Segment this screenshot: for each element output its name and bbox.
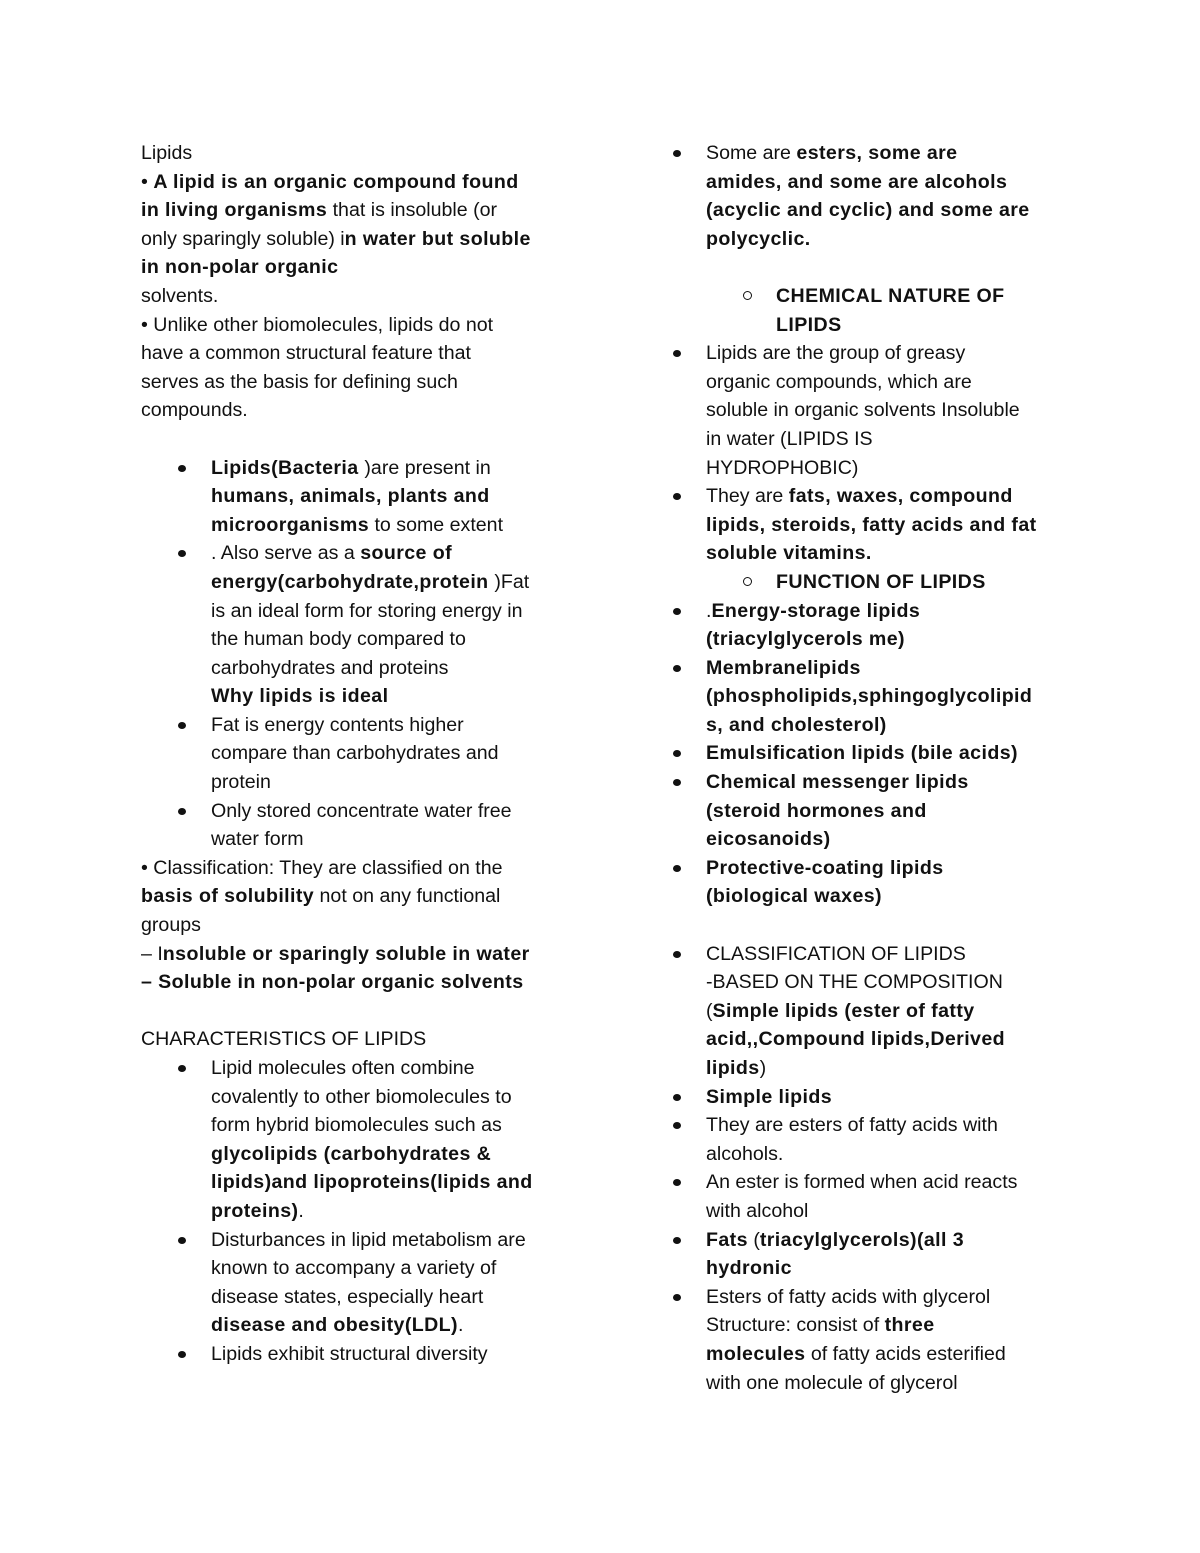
bold-text: source of xyxy=(360,542,452,565)
bold-text: eicosanoids) xyxy=(706,828,831,851)
text-line xyxy=(706,139,1076,168)
circle-bullet-icon xyxy=(743,291,752,300)
text-line xyxy=(706,196,1076,225)
text-span: alcohols. xyxy=(706,1142,784,1165)
bold-text: amides, and some are alcohols xyxy=(706,170,1008,193)
text-span: the human body compared to xyxy=(211,628,466,651)
bullet-icon xyxy=(673,493,681,500)
text-span: compounds. xyxy=(141,399,248,422)
bold-text: fats, waxes, compound xyxy=(788,485,1013,508)
text-span: is an ideal form for storing energy in xyxy=(211,599,523,622)
text-span: • xyxy=(141,170,154,193)
text-span: . xyxy=(706,599,712,622)
text-line xyxy=(141,1254,581,1283)
text-span: )are present in xyxy=(364,456,491,479)
bold-text: glycolipids (carbohydrates & xyxy=(211,1142,492,1165)
bold-text: lipids)and lipoproteins(lipids and xyxy=(211,1171,533,1194)
text-line xyxy=(141,854,581,883)
text-line xyxy=(706,654,1076,683)
text-span: protein xyxy=(211,771,271,794)
text-span: organic compounds, which are xyxy=(706,370,972,393)
bold-text: humans, animals, plants and xyxy=(211,485,490,508)
text-span: soluble in organic solvents Insoluble xyxy=(706,399,1020,422)
text-line xyxy=(706,1140,1076,1169)
text-line xyxy=(706,282,1076,311)
text-line xyxy=(706,825,1076,854)
text-line xyxy=(706,854,1076,883)
text-line xyxy=(141,368,581,397)
text-span: not on any functional xyxy=(314,885,501,908)
bold-text: Energy-storage lipids xyxy=(711,599,921,622)
bold-text: energy(carbohydrate,protein xyxy=(211,570,495,593)
bullet-icon xyxy=(178,808,186,815)
bullet-icon xyxy=(673,1237,681,1244)
text-line xyxy=(706,882,1076,911)
text-span: have a common structural feature that xyxy=(141,342,471,365)
bullet-icon xyxy=(673,1294,681,1301)
bold-text: Simple lipids (ester of fatty xyxy=(712,999,975,1022)
text-span: )Fat xyxy=(494,570,530,593)
text-line xyxy=(141,454,581,483)
text-line xyxy=(706,168,1076,197)
bold-text: in non-polar organic xyxy=(141,256,339,279)
left-column xyxy=(141,139,581,1369)
bullet-icon xyxy=(673,951,681,958)
text-span: They are esters of fatty acids with xyxy=(706,1114,998,1137)
text-line xyxy=(141,968,581,997)
bold-text: (steroid hormones and xyxy=(706,799,927,822)
text-line xyxy=(141,768,581,797)
text-line xyxy=(706,368,1076,397)
bold-text: Membranelipids xyxy=(706,656,861,679)
text-line xyxy=(141,739,581,768)
text-line xyxy=(706,425,1076,454)
bullet-icon xyxy=(673,865,681,872)
text-span: -BASED ON THE COMPOSITION xyxy=(706,971,1003,994)
bold-text: basis of solubility xyxy=(141,885,315,908)
text-line xyxy=(141,139,581,168)
text-line xyxy=(141,311,581,340)
text-line xyxy=(141,882,581,911)
text-span: CLASSIFICATION OF LIPIDS xyxy=(706,942,966,965)
bullet-icon xyxy=(178,1237,186,1244)
text-line xyxy=(706,1054,1076,1083)
bold-text: LIPIDS xyxy=(776,313,842,336)
text-span: only sparingly soluble) i xyxy=(141,227,345,250)
text-line xyxy=(141,511,581,540)
text-line xyxy=(141,196,581,225)
bullet-icon xyxy=(673,750,681,757)
blank-line xyxy=(706,253,1076,282)
bold-text: Fats xyxy=(706,1228,748,1251)
text-span: solvents. xyxy=(141,284,219,307)
bold-text: acid,,Compound lipids,Derived xyxy=(706,1028,1006,1051)
text-span: Disturbances in lipid metabolism are xyxy=(211,1228,526,1251)
bold-text: esters, some are xyxy=(796,142,958,164)
text-span: . xyxy=(298,1199,304,1222)
bold-text: lipids xyxy=(706,1057,760,1079)
text-line xyxy=(141,1054,581,1083)
text-span: Lipid molecules often combine xyxy=(211,1057,475,1079)
text-line xyxy=(141,1140,581,1169)
bold-text: nsoluble or sparingly soluble in water xyxy=(162,942,530,965)
text-line xyxy=(706,797,1076,826)
bold-text: FUNCTION OF LIPIDS xyxy=(776,570,986,593)
text-line xyxy=(706,1311,1076,1340)
right-column xyxy=(706,139,1076,1397)
text-line xyxy=(706,539,1076,568)
text-line xyxy=(706,1369,1076,1398)
text-span: disease states, especially heart xyxy=(211,1285,484,1308)
bullet-icon xyxy=(673,1094,681,1101)
text-line xyxy=(706,1025,1076,1054)
text-span: • Classification: They are classified on the xyxy=(141,856,503,879)
text-line xyxy=(141,911,581,940)
text-line xyxy=(141,654,581,683)
text-span: in water (LIPIDS IS xyxy=(706,427,873,450)
bold-text: (triacylglycerols me) xyxy=(706,628,905,651)
text-span: Fat is energy contents higher xyxy=(211,713,464,736)
text-span: . xyxy=(457,1314,464,1337)
text-line xyxy=(706,511,1076,540)
text-line xyxy=(706,597,1076,626)
text-span: serves as the basis for defining such xyxy=(141,370,458,393)
bold-text: – Soluble in non-polar organic solvents xyxy=(141,971,524,994)
bold-text: microorganisms xyxy=(211,513,370,536)
text-span: ( xyxy=(747,1228,760,1251)
bold-text: Simple lipids xyxy=(706,1085,833,1108)
text-line xyxy=(706,768,1076,797)
bold-text: Chemical messenger lipids xyxy=(706,771,969,794)
bullet-icon xyxy=(178,1065,186,1072)
text-line xyxy=(141,539,581,568)
text-line xyxy=(141,1111,581,1140)
bold-text: in living organisms xyxy=(141,199,328,222)
text-line xyxy=(706,625,1076,654)
bold-text: lipids, steroids, fatty acids and fat xyxy=(706,513,1037,536)
text-line xyxy=(141,1168,581,1197)
text-line xyxy=(141,396,581,425)
text-span: They are xyxy=(706,485,789,508)
text-line xyxy=(141,940,581,969)
text-span: form hybrid biomolecules such as xyxy=(211,1114,502,1137)
text-span: Esters of fatty acids with glycerol xyxy=(706,1285,991,1308)
text-line xyxy=(706,568,1076,597)
text-span: HYDROPHOBIC) xyxy=(706,456,859,479)
text-line xyxy=(141,482,581,511)
text-span: Lipids xyxy=(141,142,193,164)
text-line xyxy=(706,339,1076,368)
bold-text: three xyxy=(884,1314,935,1337)
text-span: Lipids are the group of greasy xyxy=(706,342,966,365)
text-span: groups xyxy=(141,914,201,937)
text-line xyxy=(141,1025,581,1054)
text-line xyxy=(706,1340,1076,1369)
text-span: Some are xyxy=(706,142,797,164)
text-line xyxy=(141,1311,581,1340)
bold-text: triacylglycerols)(all 3 xyxy=(759,1228,965,1251)
text-line xyxy=(141,339,581,368)
bold-text: n water but soluble xyxy=(344,227,531,250)
text-span: ( xyxy=(706,999,713,1022)
text-line xyxy=(141,282,581,311)
text-line xyxy=(706,396,1076,425)
text-span: that is insoluble (or xyxy=(327,199,498,222)
text-span: with alcohol xyxy=(706,1199,809,1222)
text-line xyxy=(141,1283,581,1312)
text-span: . Also serve as a xyxy=(211,542,361,565)
text-span: An ester is formed when acid reacts xyxy=(706,1171,1018,1194)
text-span: of fatty acids esterified xyxy=(805,1342,1006,1365)
text-line xyxy=(706,311,1076,340)
bold-text: Protective-coating lipids xyxy=(706,856,944,879)
bold-text: soluble vitamins. xyxy=(706,542,872,565)
bullet-icon xyxy=(673,1179,681,1186)
bullet-icon xyxy=(673,150,681,157)
text-span: covalently to other biomolecules to xyxy=(211,1085,512,1108)
text-line xyxy=(706,1226,1076,1255)
bold-text: CHEMICAL NATURE OF xyxy=(776,284,1005,307)
circle-bullet-icon xyxy=(743,577,752,586)
bold-text: A lipid is an organic compound found xyxy=(153,170,519,193)
text-line xyxy=(706,739,1076,768)
bold-text: (phospholipids,sphingoglycolipid xyxy=(706,685,1033,708)
bold-text: Why lipids is ideal xyxy=(211,685,389,708)
text-line xyxy=(706,997,1076,1026)
text-span: ) xyxy=(759,1057,767,1079)
text-line xyxy=(706,711,1076,740)
bold-text: molecules xyxy=(706,1342,806,1365)
text-line xyxy=(706,454,1076,483)
text-line xyxy=(141,597,581,626)
text-line xyxy=(706,225,1076,254)
text-line xyxy=(706,1197,1076,1226)
text-line xyxy=(141,797,581,826)
text-span: with one molecule of glycerol xyxy=(706,1371,958,1394)
text-line xyxy=(141,168,581,197)
bold-text: Lipids(Bacteria xyxy=(211,456,365,479)
bold-text: (biological waxes) xyxy=(706,885,882,908)
text-span: known to accompany a variety of xyxy=(211,1257,497,1280)
text-span: – I xyxy=(141,942,163,965)
bullet-icon xyxy=(178,722,186,729)
bold-text: hydronic xyxy=(706,1257,792,1280)
bold-text: (acyclic and cyclic) and some are xyxy=(706,199,1030,222)
bold-text: disease and obesity(LDL) xyxy=(211,1314,458,1337)
text-line xyxy=(706,1254,1076,1283)
text-span: Only stored concentrate water free xyxy=(211,799,512,822)
bold-text: Emulsification lipids (bile acids) xyxy=(706,742,1018,765)
text-span: • Unlike other biomolecules, lipids do not xyxy=(141,313,494,336)
text-span: water form xyxy=(211,828,304,851)
bullet-icon xyxy=(673,665,681,672)
text-line xyxy=(141,682,581,711)
bold-text: polycyclic. xyxy=(706,227,811,250)
bullet-icon xyxy=(673,779,681,786)
text-line xyxy=(141,625,581,654)
text-line xyxy=(141,225,581,254)
text-line xyxy=(141,253,581,282)
blank-line xyxy=(141,997,581,1026)
text-line xyxy=(706,1283,1076,1312)
bold-text: s, and cholesterol) xyxy=(706,713,887,736)
text-line xyxy=(141,711,581,740)
text-line xyxy=(141,1197,581,1226)
bold-text: proteins) xyxy=(211,1199,299,1222)
text-line xyxy=(706,482,1076,511)
text-span: Structure: consist of xyxy=(706,1314,885,1337)
text-span: carbohydrates and proteins xyxy=(211,656,449,679)
text-span: Lipids exhibit structural diversity xyxy=(211,1342,488,1365)
text-line xyxy=(141,568,581,597)
bullet-icon xyxy=(673,608,681,615)
text-line xyxy=(706,682,1076,711)
text-line xyxy=(141,1226,581,1255)
text-line xyxy=(706,1111,1076,1140)
text-line xyxy=(141,1083,581,1112)
bullet-icon xyxy=(673,350,681,357)
text-line xyxy=(706,968,1076,997)
text-span: CHARACTERISTICS OF LIPIDS xyxy=(141,1028,427,1051)
text-line xyxy=(706,1083,1076,1112)
blank-line xyxy=(141,425,581,454)
text-line xyxy=(141,1340,581,1369)
text-line xyxy=(706,1168,1076,1197)
blank-line xyxy=(706,911,1076,940)
text-line xyxy=(706,940,1076,969)
bullet-icon xyxy=(178,1351,186,1358)
text-span: compare than carbohydrates and xyxy=(211,742,499,765)
bullet-icon xyxy=(178,465,186,472)
text-span: to some extent xyxy=(369,513,504,536)
bullet-icon xyxy=(178,550,186,557)
text-line xyxy=(141,825,581,854)
bullet-icon xyxy=(673,1122,681,1129)
